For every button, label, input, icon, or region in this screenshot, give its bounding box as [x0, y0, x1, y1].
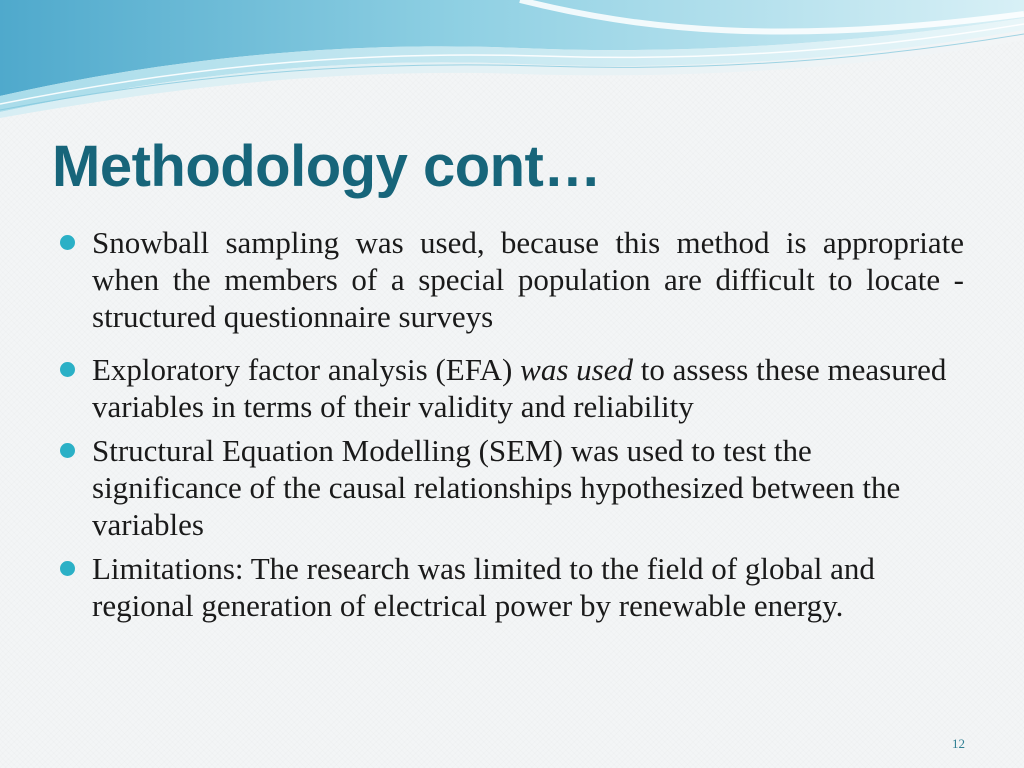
- bullet-text-after: to assess these measured variables in terms of their validity and reliability: [92, 352, 947, 424]
- bullet-emphasis: was used: [520, 352, 633, 387]
- bullet-dot-icon: [60, 561, 75, 576]
- bullet-text: Limitations: The research was limited to the field of global and regional generation of electrical power by renewable energy.: [92, 551, 875, 623]
- bullet-item: [58, 351, 964, 425]
- bullet-text: Snowball sampling was used, because this method is appropriate when the members of a special population are difficult to locate - structured questionnaire surveys: [92, 225, 964, 334]
- bullet-list: [58, 224, 964, 624]
- bullet-dot-icon: [60, 362, 75, 377]
- page-number: 12: [952, 736, 965, 751]
- bullet-dot-icon: [60, 443, 75, 458]
- bullet-dot-icon: [60, 235, 75, 250]
- header-wave-decoration: [0, 0, 1024, 120]
- bullet-text-before: Exploratory factor analysis (EFA): [92, 352, 521, 387]
- bullet-text: Structural Equation Modelling (SEM) was used to test the significance of the causal relationships hypothesized between the variables: [92, 433, 901, 542]
- bullet-item: [58, 224, 964, 335]
- bullet-item: [58, 432, 964, 543]
- slide-title: Methodology cont…: [52, 134, 601, 199]
- bullet-item: [58, 550, 964, 624]
